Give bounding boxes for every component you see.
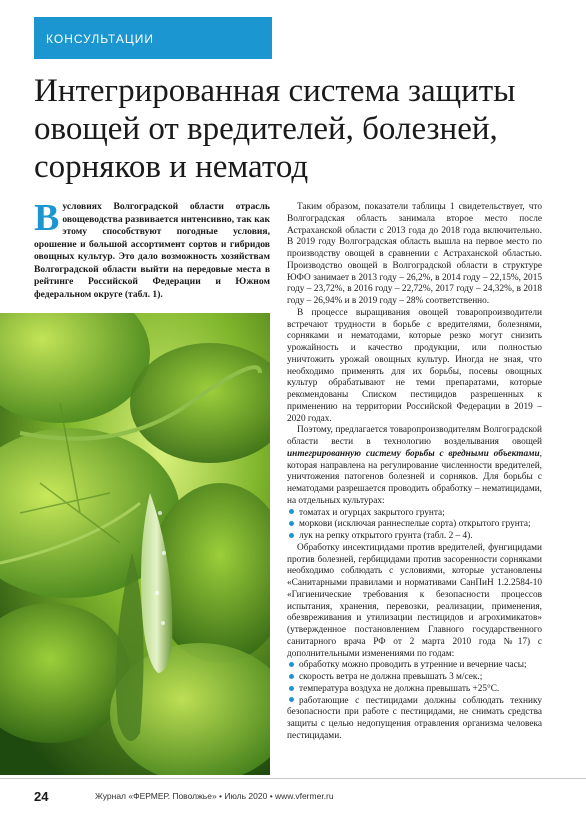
article-title: Интегрированная система защиты овощей от вредителей, болезней, сорняков и нематод [34,73,516,185]
body-paragraph-3-b: , которая направлена на регулирование численности вредителей, уничтожения патогенов болезней и сорняков. Для борьбы с нематодами разрешается проводить обработку – нематицидами, на отдельных культурах: [287,448,542,506]
body-paragraph-2: В процессе выращивания овощей товаропроизводители встречают трудности в борьбе с вредителями, болезнями, сорняками и нематодами, которые резко могут снизить урожайность и качество продукции, или полностью уничтожить урожай овощных культур. Иногда не зная, что необходимо применять для их борьбы, посевы овощных культур обрабатывают не теми препаратами, которые рекомендованы Списком пестицидов разрешенных к применению на территории Российской Федерации в 2019 – 2020 годах. [287,307,542,424]
section-tag [34,17,272,59]
list-item [287,672,542,684]
bullet-icon [289,686,294,691]
footer-text: Журнал «ФЕРМЕР. Поволжье» • Июль 2020 • www.vfermer.ru [95,791,334,801]
list-item-text: томатах и огурцах закрытого грунта; [299,507,445,518]
body-paragraph-3-a: Поэтому, предлагается товаропроизводителям Волгоградской области вести в технологию возделывания овощей [287,425,542,447]
list-item-text: обработку можно проводить в утренние и вечерние часы; [299,660,527,671]
body-paragraph-1: Таким образом, показатели таблицы 1 свидетельствует, что Волгоградская область занимала второе место после Астраханской области с 2013 года до 2018 года включительно. В 2019 году Волгоградская область вышла на первое место по производству овощей в сравнении с Астраханской областью. Производство овощей в Волгоградской области в структуре ЮФО занимает в 2013 году – 26,2%, в 2014 году – 22,15%, 2015 году – 23,72%, в 2016 году – 22,72%, 2017 году – 24,32%, в 2018 году – 26,94% и в 2019 году – 28% соответственно. [287,202,542,306]
cucumber-photo-illustration [0,313,270,775]
list-item [287,696,542,743]
bullet-icon [289,521,294,526]
list-item [287,531,542,543]
bullet-icon [289,533,294,538]
drop-cap: В [34,197,60,239]
page-number: 24 [34,789,49,804]
lead-text: условиях Волгоградской области отрасль овощеводства развивается интенсивно, так как этому способствуют погодные условия, орошение и большой ассортимент сортов и гибридов овощных культур. Это дало возможность хозяйствам Волгоградской области выйти на передовые места в рейтинге Российской Федерации и Южном федеральном округе (табл. 1). [34,201,270,300]
list-item [287,508,542,520]
bullet-icon [289,509,294,514]
body-paragraph-4: Обработку инсектицидами против вредителей, фунгицидами против болезней, гербицидами против засоренности сорняками необходимо соблюдать с условиями, которые установлены «Санитарными правилами и нормативами СанПиН 1.2.2584-10 «Гигиенические требования к безопасности процессов испытания, хранения, перевозки, реализации, применения, обезвреживания и утилизации пестицидов и агрохимикатов» (утвержденное постановлением Главного государственного санитарного врача РФ от 2 марта 2010 года №17) с дополнительными изменениями по годам: [287,542,542,659]
section-tag-label: КОНСУЛЬТАЦИИ [46,32,154,46]
list-item-text: лук на репку открытого грунта (табл. 2 – 4). [299,531,473,541]
list-item-text: скорость ветра не должна превышать 3 м/сек.; [299,672,483,682]
list-item-text: работающие с пестицидами должны соблюдать технику безопасности при работе с пестицидами, не снимать средства защиты с целью недопущения отравления организма человека пестицидами. [287,695,542,741]
list-item [287,684,542,696]
bullet-icon [289,674,294,679]
bullet-icon [289,662,294,667]
lead-paragraph [34,197,270,301]
footer-divider [0,778,586,779]
cucumber-plant-photo [0,313,270,775]
article-body-column [287,202,542,743]
bullet-icon [289,697,294,702]
list-item-text: моркови (исключая раннеспелые сорта) открытого грунта; [299,519,531,530]
body-paragraph-3 [287,425,542,507]
list-item-text: температура воздуха не должна превышать +25°С. [299,683,500,694]
body-paragraph-3-emphasis: интегрированную систему борьбы с вредными объектами [287,448,540,459]
list-item [287,519,542,531]
list-item [287,660,542,672]
